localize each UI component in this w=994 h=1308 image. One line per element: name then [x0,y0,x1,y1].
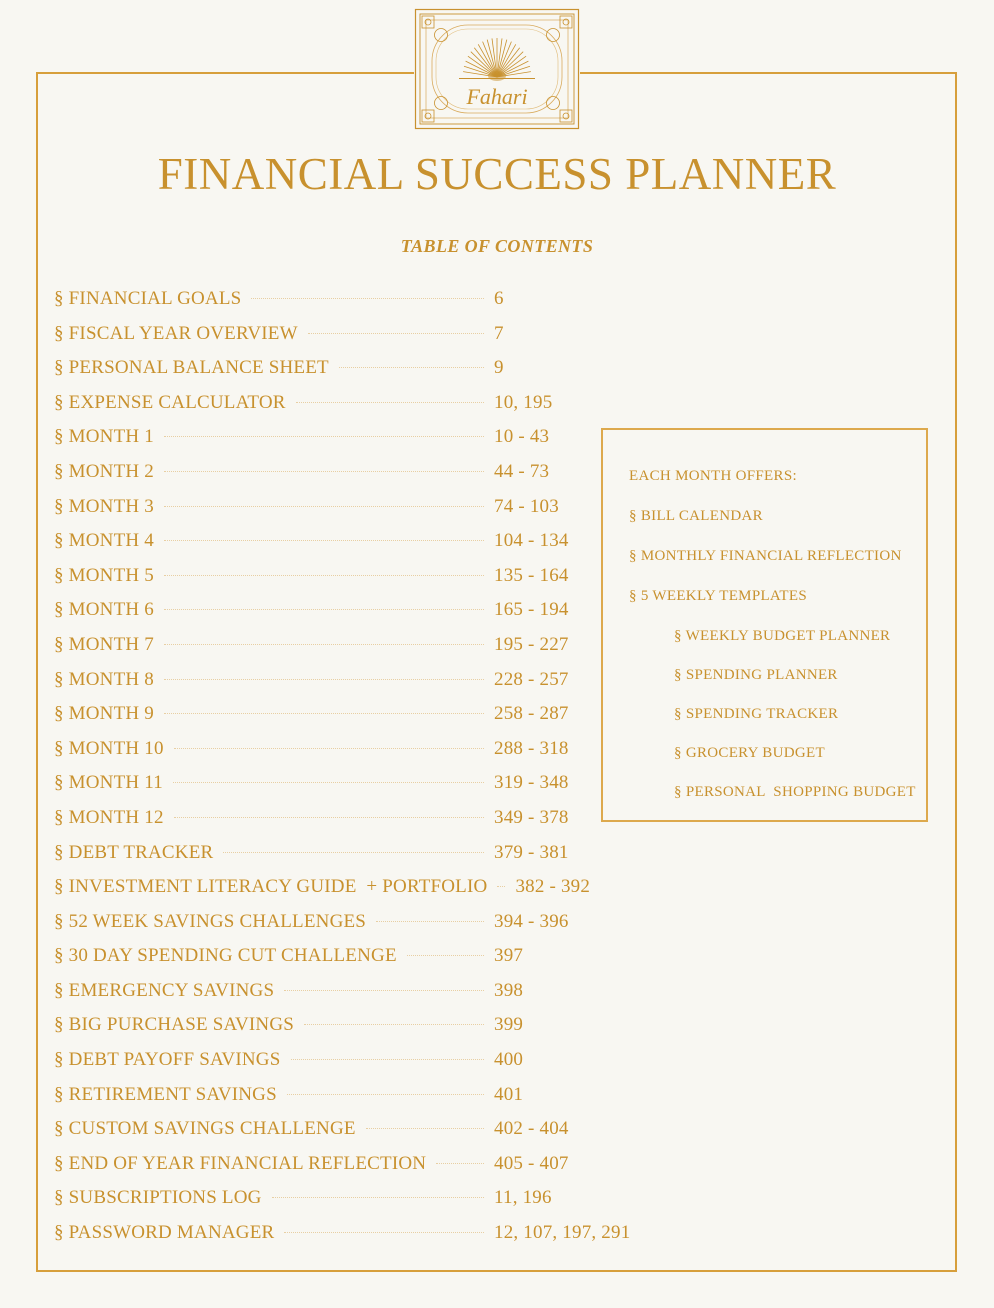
toc-entry[interactable] [54,669,654,704]
toc-entry[interactable] [54,1049,654,1084]
toc-entry-page: 7 [494,322,504,344]
toc-entry-label: § PERSONAL BALANCE SHEET [54,357,329,379]
toc-entry[interactable] [54,1118,654,1153]
toc-entry-label: § MONTH 7 [54,633,154,655]
toc-entry[interactable] [54,842,654,877]
toc-leader-dots [164,540,484,541]
toc-leader-dots [366,1128,484,1129]
toc-subtitle: TABLE OF CONTENTS [400,236,594,256]
toc-entry-page: 104 - 134 [494,530,569,552]
logo-wordmark: Fahari [466,84,528,109]
toc-entry-label: § DEBT PAYOFF SAVINGS [54,1049,281,1071]
toc-entry-label: § FINANCIAL GOALS [54,288,242,309]
toc-leader-dots [164,679,484,680]
toc-leader-dots [284,1232,484,1233]
toc-entry-label: § INVESTMENT LITERACY GUIDE + PORTFOLIO [54,876,488,898]
toc-leader-dots [164,713,484,714]
fahari-logo [414,8,580,130]
toc-entry-label: § SUBSCRIPTIONS LOG [54,1187,262,1209]
toc-entry-page: 12, 107, 197, 291 [494,1222,631,1244]
toc-leader-dots [174,817,484,818]
toc-entry-label: § EMERGENCY SAVINGS [54,979,275,1001]
toc-entry[interactable] [54,565,654,600]
toc-leader-dots [436,1163,484,1164]
toc-entry-label: § END OF YEAR FINANCIAL REFLECTION [54,1152,427,1174]
toc-leader-dots [173,782,484,783]
side-box-item: § PERSONAL SHOPPING BUDGET [674,784,916,800]
side-box-heading: EACH MONTH OFFERS: [629,468,797,484]
toc-entry[interactable] [54,1153,654,1188]
toc-entry-label: § MONTH 5 [54,564,154,586]
toc-entry-label: § FISCAL YEAR OVERVIEW [54,322,298,344]
toc-entry-page: 44 - 73 [494,460,550,482]
toc-entry-page: 405 - 407 [494,1152,569,1174]
toc-leader-dots [174,748,484,749]
toc-entry-page: 135 - 164 [494,564,569,586]
toc-leader-dots [164,506,484,507]
toc-leader-dots [291,1059,485,1060]
toc-entry[interactable] [54,911,654,946]
toc-entry[interactable] [54,980,654,1015]
toc-entry[interactable] [54,426,654,461]
toc-entry[interactable] [54,1084,654,1119]
toc-entry-label: § MONTH 2 [54,460,154,482]
toc-leader-dots [164,644,484,645]
toc-entry-label: § MONTH 6 [54,599,154,621]
toc-entry-label: § MONTH 12 [54,806,164,828]
toc-entry-label: § PASSWORD MANAGER [54,1222,275,1244]
toc-entry-page: 402 - 404 [494,1118,569,1140]
toc-leader-dots [497,886,505,887]
toc-entry-page: 401 [494,1083,524,1105]
toc-entry-page: 319 - 348 [494,772,569,794]
toc-leader-dots [304,1024,484,1025]
toc-entry-page: 399 [494,1014,524,1036]
toc-entry[interactable] [54,1187,654,1222]
toc-entry-label: § 30 DAY SPENDING CUT CHALLENGE [54,945,397,967]
toc-entry-label: § BIG PURCHASE SAVINGS [54,1014,295,1036]
toc-entry-label: § MONTH 11 [54,772,163,794]
toc-entry[interactable] [54,634,654,669]
toc-leader-dots [164,575,484,576]
toc-entry-page: 379 - 381 [494,841,569,863]
toc-entry-page: 74 - 103 [494,495,559,517]
toc-entry-page: 6 [494,288,504,309]
toc-entry[interactable] [54,357,654,392]
toc-entry-label: § MONTH 4 [54,530,154,552]
toc-entry[interactable] [54,703,654,738]
toc-entry-label: § CUSTOM SAVINGS CHALLENGE [54,1118,356,1140]
toc-entry-page: 349 - 378 [494,806,569,828]
each-month-offers-box [601,428,928,822]
toc-leader-dots [339,367,484,368]
toc-entry[interactable] [54,599,654,634]
side-box-item: § MONTHLY FINANCIAL REFLECTION [629,548,902,564]
toc-entry[interactable] [54,530,654,565]
side-box-item: § SPENDING TRACKER [674,706,839,722]
side-box-item: § WEEKLY BUDGET PLANNER [674,628,891,644]
toc-entry-page: 288 - 318 [494,737,569,759]
table-of-contents [54,288,654,1257]
side-box-item: § BILL CALENDAR [629,508,763,524]
toc-entry[interactable] [54,461,654,496]
toc-entry[interactable] [54,1222,654,1257]
toc-entry[interactable] [54,323,654,358]
toc-leader-dots [223,852,484,853]
toc-leader-dots [164,436,484,437]
toc-leader-dots [308,333,484,334]
toc-entry[interactable] [54,288,654,323]
toc-entry[interactable] [54,807,654,842]
toc-entry-page: 228 - 257 [494,668,569,690]
toc-entry-page: 195 - 227 [494,633,569,655]
toc-entry[interactable] [54,772,654,807]
toc-leader-dots [287,1094,484,1095]
toc-entry-label: § MONTH 3 [54,495,154,517]
toc-leader-dots [296,402,484,403]
toc-leader-dots [376,921,484,922]
toc-leader-dots [284,990,484,991]
side-box-item: § SPENDING PLANNER [674,667,838,683]
toc-entry-page: 397 [494,945,524,967]
toc-entry-page: 382 - 392 [515,876,591,898]
toc-entry-label: § DEBT TRACKER [54,841,214,863]
toc-entry-label: § RETIREMENT SAVINGS [54,1083,277,1105]
side-box-item: § GROCERY BUDGET [674,745,825,761]
toc-entry-page: 400 [494,1049,524,1071]
toc-entry-page: 394 - 396 [494,910,569,932]
toc-entry-label: § MONTH 10 [54,737,164,759]
side-box-item: § 5 WEEKLY TEMPLATES [629,588,807,604]
toc-leader-dots [272,1197,484,1198]
toc-entry[interactable] [54,876,654,911]
toc-entry-page: 398 [494,979,524,1001]
toc-leader-dots [164,609,484,610]
logo-emblem-icon [414,8,580,130]
toc-entry-page: 9 [494,357,504,379]
toc-entry-page: 258 - 287 [494,703,569,725]
toc-entry-label: § MONTH 8 [54,668,154,690]
toc-entry-label: § MONTH 9 [54,703,154,725]
toc-leader-dots [164,471,484,472]
toc-entry-label: § 52 WEEK SAVINGS CHALLENGES [54,910,367,932]
side-box-item-list [629,508,926,801]
toc-entry[interactable] [54,1014,654,1049]
toc-entry-page: 10, 195 [494,391,553,413]
page-title: FINANCIAL SUCCESS PLANNER [157,149,837,199]
toc-entry[interactable] [54,945,654,980]
toc-entry[interactable] [54,738,654,773]
toc-entry-page: 11, 196 [494,1187,552,1209]
toc-leader-dots [251,298,484,299]
toc-entry-page: 165 - 194 [494,599,569,621]
toc-leader-dots [407,955,484,956]
toc-entry[interactable] [54,496,654,531]
toc-entry-label: § MONTH 1 [54,426,154,448]
toc-entry[interactable] [54,392,654,427]
toc-entry-page: 10 - 43 [494,426,550,448]
toc-entry-label: § EXPENSE CALCULATOR [54,391,286,413]
